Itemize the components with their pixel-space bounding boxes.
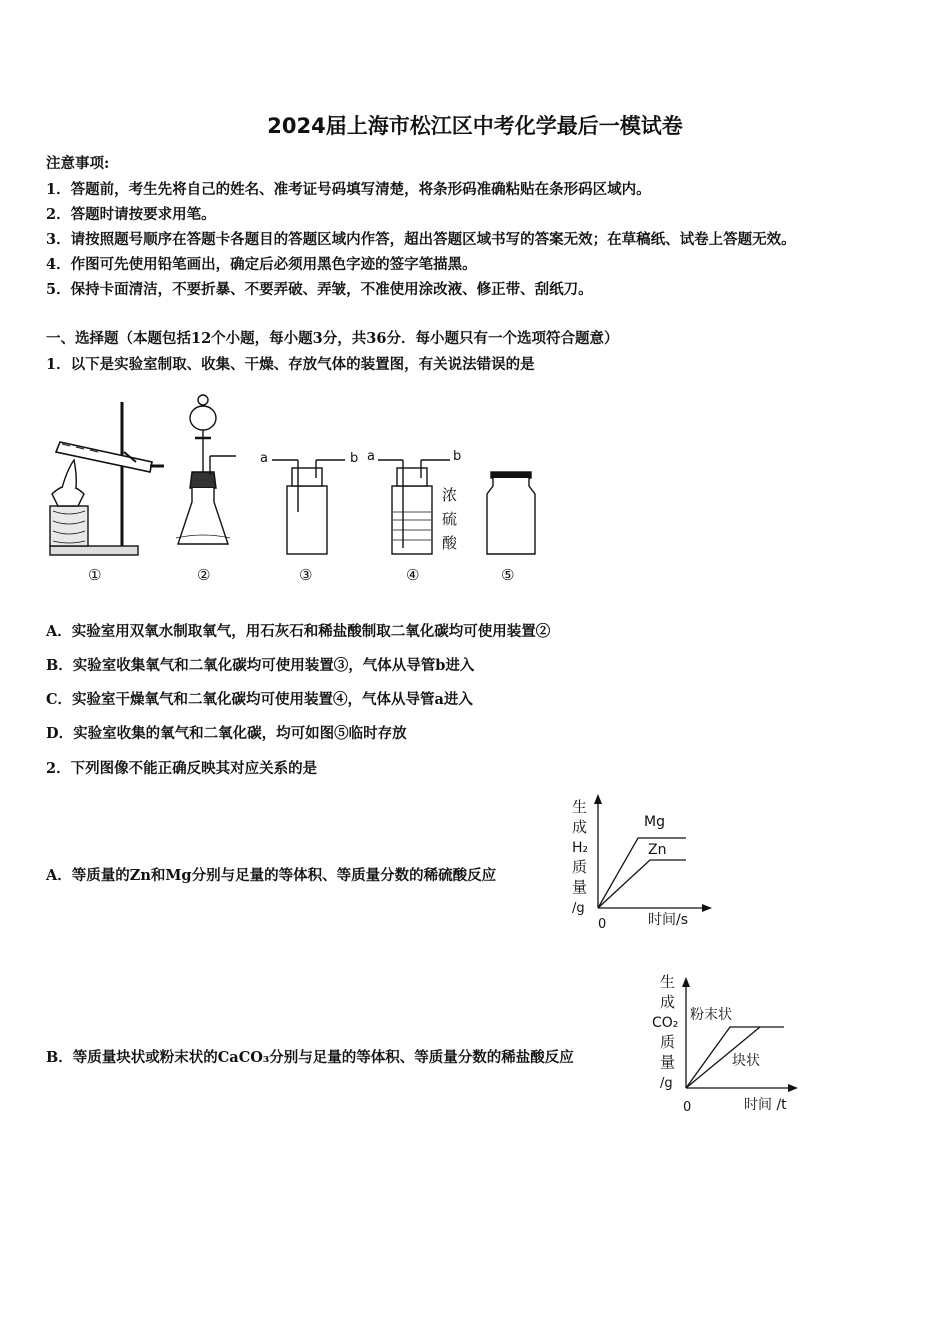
graph-b-ylabel: 成 xyxy=(660,993,676,1011)
arrow-icon xyxy=(682,977,690,987)
notice-item: 3．请按照题号顺序在答题卡各题目的答题区域内作答，超出答题区域书写的答案无效；在草稿纸、试卷上答题无效。 xyxy=(46,231,796,248)
pipe-label: b xyxy=(350,451,359,466)
graph-b-xlabel: 时间 /t xyxy=(744,1097,787,1113)
graph-b-ylabel: CO₂ xyxy=(652,1015,679,1031)
apparatus-5-jar xyxy=(487,472,535,554)
apparatus-label: ① xyxy=(88,566,102,584)
pipe-label: a xyxy=(260,451,268,466)
graph-b-ylabel: 生 xyxy=(660,973,676,991)
apparatus-4-dryer xyxy=(378,460,450,554)
graph-a-ylabel: 成 xyxy=(572,818,588,836)
graph-a-series-label: Zn xyxy=(648,842,667,858)
page-title: 2024届上海市松江区中考化学最后一模试卷 xyxy=(267,114,683,138)
apparatus-label: ⑤ xyxy=(501,566,515,584)
graph-b-series-label: 块状 xyxy=(732,1053,760,1069)
graph-a-xlabel: 时间/s xyxy=(648,912,689,928)
graph-a-ylabel: 量 xyxy=(572,878,588,896)
arrow-icon xyxy=(788,1084,798,1092)
question-2-stem: 2．下列图像不能正确反映其对应关系的是 xyxy=(46,760,318,777)
notice-item: 5．保持卡面清洁，不要折暴、不要弄破、弄皱，不准使用涂改液、修正带、刮纸刀。 xyxy=(46,281,593,298)
graph-a-ylabel: H₂ xyxy=(572,840,589,856)
notice-item: 2．答题时请按要求用笔。 xyxy=(46,206,216,223)
graph-a-origin: 0 xyxy=(598,917,607,932)
apparatus-label: ④ xyxy=(406,566,420,584)
graph-b-ylabel: 质 xyxy=(660,1033,676,1051)
graph-a xyxy=(568,790,718,935)
acid-label: 硫 xyxy=(442,510,458,528)
apparatus-label: ② xyxy=(197,566,211,584)
notice-item: 1．答题前，考生先将自己的姓名、准考证号码填写清楚，将条形码准确粘贴在条形码区域内。 xyxy=(46,181,651,198)
graph-b-origin: 0 xyxy=(683,1100,692,1115)
apparatus-3-bottle xyxy=(272,460,345,554)
apparatus-2-flask xyxy=(176,395,236,544)
graph-a-ylabel: 质 xyxy=(572,858,588,876)
q2-option-b: B．等质量块状或粉末状的CaCO₃分别与足量的等体积、等质量分数的稀盐酸反应 xyxy=(46,1049,574,1066)
apparatus-1-heating xyxy=(50,402,164,555)
arrow-icon xyxy=(702,904,712,912)
section-heading: 一、选择题（本题包括12个小题，每小题3分，共36分．每小题只有一个选项符合题意） xyxy=(46,330,619,347)
option-b: B．实验室收集氧气和二氧化碳均可使用装置③，气体从导管b进入 xyxy=(46,657,475,674)
acid-label: 浓 xyxy=(442,486,458,504)
option-d: D．实验室收集的氧气和二氧化碳，均可如图⑤临时存放 xyxy=(46,725,407,742)
pipe-label: a xyxy=(367,449,375,464)
acid-label: 酸 xyxy=(442,534,458,552)
option-a: A．实验室用双氧水制取氧气，用石灰石和稀盐酸制取二氧化碳均可使用装置② xyxy=(46,623,551,640)
notice-item: 4．作图可先使用铅笔画出，确定后必须用黑色字迹的签字笔描黑。 xyxy=(46,256,477,273)
graph-b xyxy=(650,965,800,1115)
graph-a-series-label: Mg xyxy=(644,814,665,830)
graph-b-series-label: 粉末状 xyxy=(690,1007,732,1023)
graph-b-ylabel: /g xyxy=(660,1076,673,1091)
notice-heading: 注意事项: xyxy=(46,155,110,172)
apparatus-figure xyxy=(40,380,560,595)
option-c: C．实验室干燥氧气和二氧化碳均可使用装置④，气体从导管a进入 xyxy=(46,691,473,708)
arrow-icon xyxy=(594,794,602,804)
graph-a-ylabel: 生 xyxy=(572,798,588,816)
graph-a-ylabel: /g xyxy=(572,901,585,916)
graph-a-series-mg xyxy=(598,838,686,908)
pipe-label: b xyxy=(453,449,462,464)
q2-option-a: A．等质量的Zn和Mg分别与足量的等体积、等质量分数的稀硫酸反应 xyxy=(46,867,497,884)
graph-b-ylabel: 量 xyxy=(660,1053,676,1071)
question-1-stem: 1．以下是实验室制取、收集、干燥、存放气体的装置图，有关说法错误的是 xyxy=(46,356,535,373)
apparatus-label: ③ xyxy=(299,566,313,584)
